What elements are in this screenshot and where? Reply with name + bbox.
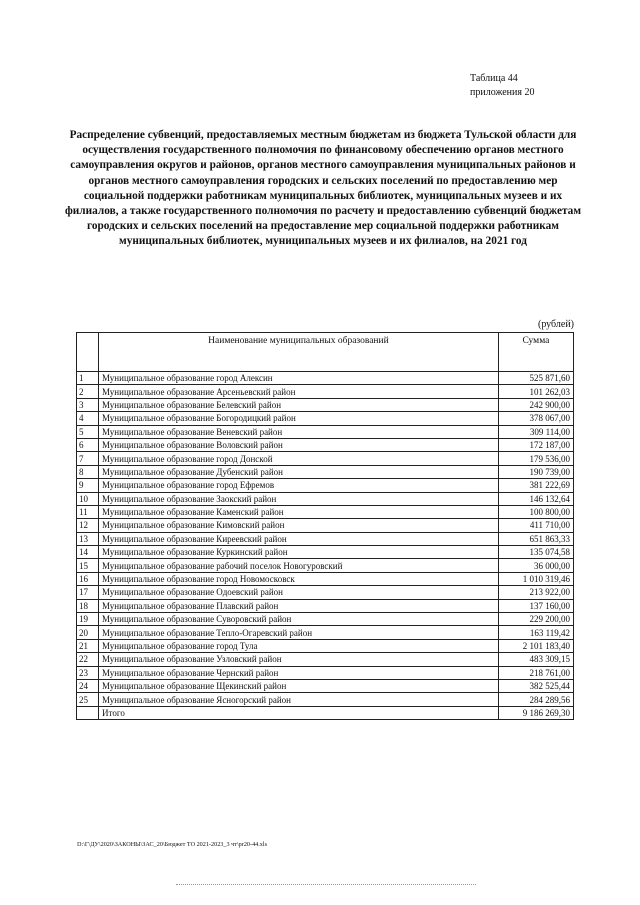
row-municipality: Муниципальное образование Каменский район (99, 505, 499, 518)
row-amount: 213 922,00 (498, 586, 573, 599)
row-municipality: Муниципальное образование рабочий поселок Новогуровский (99, 559, 499, 572)
row-number: 10 (77, 492, 99, 505)
row-number: 24 (77, 679, 99, 692)
row-number: 25 (77, 693, 99, 706)
row-amount: 100 800,00 (498, 505, 573, 518)
row-municipality: Муниципальное образование Киреевский район (99, 532, 499, 545)
row-amount: 378 067,00 (498, 412, 573, 425)
row-municipality: Муниципальное образование Веневский район (99, 425, 499, 438)
table-row (77, 666, 574, 679)
row-amount: 101 262,03 (498, 385, 573, 398)
table-row (77, 385, 574, 398)
table-row (77, 452, 574, 465)
table-row (77, 546, 574, 559)
row-amount: 2 101 183,40 (498, 639, 573, 652)
table-row (77, 626, 574, 639)
row-municipality: Муниципальное образование Воловский район (99, 438, 499, 451)
total-sum: 9 186 269,30 (498, 706, 573, 719)
row-municipality: Муниципальное образование город Тула (99, 639, 499, 652)
row-municipality: Муниципальное образование Одоевский район (99, 586, 499, 599)
bottom-divider (176, 884, 476, 885)
row-number: 23 (77, 666, 99, 679)
row-number: 22 (77, 653, 99, 666)
table-row (77, 425, 574, 438)
table-row (77, 505, 574, 518)
row-amount: 381 222,69 (498, 479, 573, 492)
row-municipality: Муниципальное образование Тепло-Огаревский район (99, 626, 499, 639)
row-amount: 483 309,15 (498, 653, 573, 666)
row-municipality: Муниципальное образование Щекинский район (99, 679, 499, 692)
table-row (77, 613, 574, 626)
column-header-sum: Сумма (498, 333, 573, 372)
row-number: 1 (77, 372, 99, 385)
row-amount: 309 114,00 (498, 425, 573, 438)
table-reference (470, 72, 580, 100)
row-amount: 190 739,00 (498, 465, 573, 478)
row-municipality: Муниципальное образование Чернский район (99, 666, 499, 679)
column-header-num (77, 333, 99, 372)
row-amount: 36 000,00 (498, 559, 573, 572)
row-number: 19 (77, 613, 99, 626)
row-municipality: Муниципальное образование Дубенский район (99, 465, 499, 478)
distribution-table (76, 332, 574, 720)
row-number: 11 (77, 505, 99, 518)
row-municipality: Муниципальное образование Узловский район (99, 653, 499, 666)
table-row (77, 519, 574, 532)
table-row (77, 465, 574, 478)
table-row (77, 572, 574, 585)
table-label: Таблица 44 (470, 73, 518, 84)
row-amount: 525 871,60 (498, 372, 573, 385)
row-number: 5 (77, 425, 99, 438)
row-number: 7 (77, 452, 99, 465)
total-row (77, 706, 574, 719)
row-amount: 135 074,58 (498, 546, 573, 559)
row-amount: 163 119,42 (498, 626, 573, 639)
table-row (77, 599, 574, 612)
row-amount: 651 863,33 (498, 532, 573, 545)
row-number: 6 (77, 438, 99, 451)
table-row (77, 693, 574, 706)
table-row (77, 679, 574, 692)
table-row (77, 398, 574, 411)
row-municipality: Муниципальное образование Заокский район (99, 492, 499, 505)
appendix-label: приложения 20 (470, 87, 535, 98)
row-municipality: Муниципальное образование Богородицкий район (99, 412, 499, 425)
row-municipality: Муниципальное образование Суворовский район (99, 613, 499, 626)
row-amount: 179 536,00 (498, 452, 573, 465)
row-number: 17 (77, 586, 99, 599)
table-row (77, 438, 574, 451)
row-number: 9 (77, 479, 99, 492)
row-number: 14 (77, 546, 99, 559)
table-row (77, 653, 574, 666)
row-number: 20 (77, 626, 99, 639)
row-municipality: Муниципальное образование Ясногорский район (99, 693, 499, 706)
row-municipality: Муниципальное образование город Донской (99, 452, 499, 465)
total-label: Итого (99, 706, 499, 719)
table-row (77, 559, 574, 572)
row-municipality: Муниципальное образование город Ефремов (99, 479, 499, 492)
row-amount: 137 160,00 (498, 599, 573, 612)
table-row (77, 479, 574, 492)
row-number: 2 (77, 385, 99, 398)
table-body (77, 372, 574, 707)
row-amount: 382 525,44 (498, 679, 573, 692)
table-row (77, 586, 574, 599)
row-number: 18 (77, 599, 99, 612)
row-amount: 284 289,56 (498, 693, 573, 706)
table-row (77, 372, 574, 385)
table-header-row (77, 333, 574, 372)
row-amount: 146 132,64 (498, 492, 573, 505)
row-number: 16 (77, 572, 99, 585)
row-number: 12 (77, 519, 99, 532)
table-row (77, 412, 574, 425)
row-number: 3 (77, 398, 99, 411)
row-municipality: Муниципальное образование город Новомосковск (99, 572, 499, 585)
row-number: 21 (77, 639, 99, 652)
row-number: 8 (77, 465, 99, 478)
row-amount: 411 710,00 (498, 519, 573, 532)
row-amount: 172 187,00 (498, 438, 573, 451)
document-title: Распределение субвенций, предоставляемых местным бюджетам из бюджета Тульской области для осуществления государственного полномочия по финансовому обеспечению органов местного самоуправления округов и районов, органов местного самоуправления муниципальных районов и органов местного самоуправления городских и сельских поселений по предоставлению мер социальной поддержки работникам муниципальных библиотек, муниципальных музеев и их филиалов, а также государственного полномочия по расчету и предоставлению субвенций бюджетам городских и сельских поселений на предоставление мер социальной поддержки работникам муниципальных библиотек, муниципальных музеев и их филиалов, на 2021 год (64, 129, 582, 248)
total-num (77, 706, 99, 719)
file-path: D:\Г\ДУ\2020\ЗАКОНЫ\ЗАС_20\Бюджет ТО 2021-2023_3 чт\pr20-44.xls (77, 841, 268, 848)
row-amount: 242 900,00 (498, 398, 573, 411)
row-municipality: Муниципальное образование Белевский район (99, 398, 499, 411)
row-number: 13 (77, 532, 99, 545)
table-row (77, 492, 574, 505)
row-amount: 218 761,00 (498, 666, 573, 679)
column-header-name: Наименование муниципальных образований (99, 333, 499, 372)
row-amount: 1 010 319,46 (498, 572, 573, 585)
row-municipality: Муниципальное образование Арсеньевский район (99, 385, 499, 398)
row-municipality: Муниципальное образование Кимовский район (99, 519, 499, 532)
table-row (77, 532, 574, 545)
row-municipality: Муниципальное образование Плавский район (99, 599, 499, 612)
row-municipality: Муниципальное образование Куркинский район (99, 546, 499, 559)
row-amount: 229 200,00 (498, 613, 573, 626)
row-number: 15 (77, 559, 99, 572)
row-municipality: Муниципальное образование город Алексин (99, 372, 499, 385)
table-row (77, 639, 574, 652)
unit-label: (рублей) (537, 319, 574, 330)
row-number: 4 (77, 412, 99, 425)
